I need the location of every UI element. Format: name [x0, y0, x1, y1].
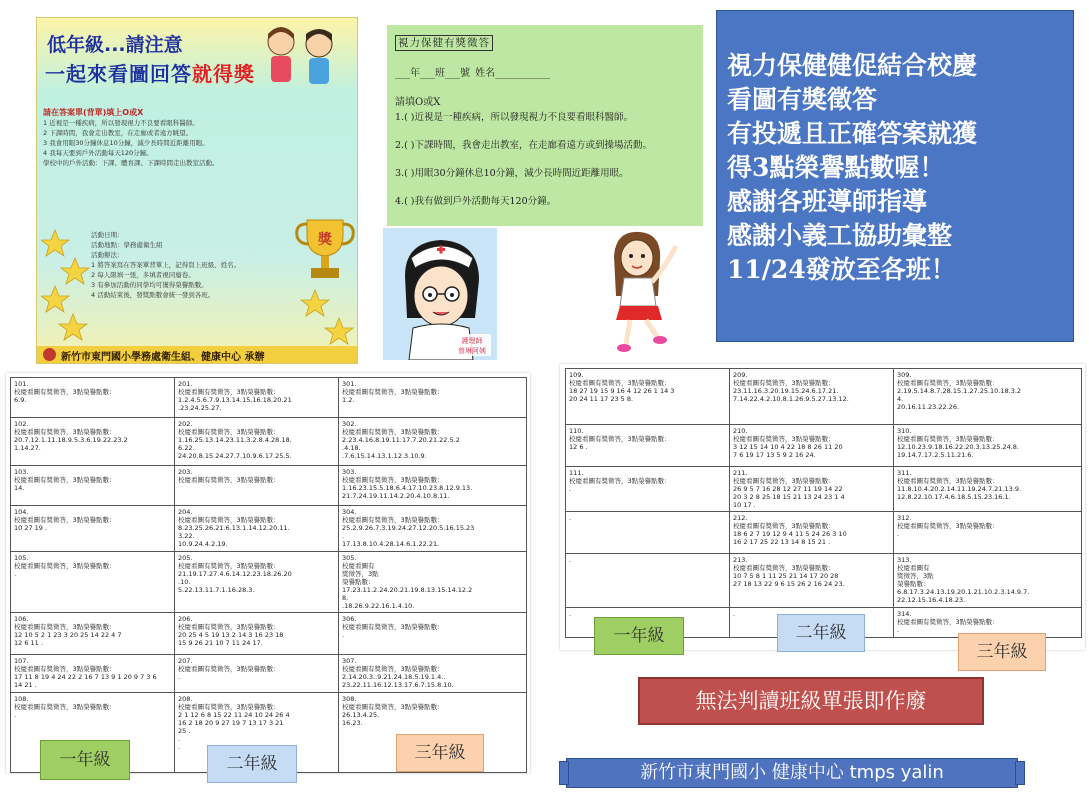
poster-activity-line: 4 活動結束後，發獎點數會統一發到各班。	[91, 291, 215, 299]
results-panel-left	[6, 373, 530, 773]
class-entry-line: 5.22.13.11.7.1.16.28.3.	[178, 586, 255, 594]
class-entry-line: 17.23.11.2.24.20.21.19.8.13.15.14.12.2	[342, 586, 473, 594]
class-entry-line: 1.16.25.13.14.23.11.3.2.8.4.28.18.	[178, 436, 292, 444]
class-cell	[175, 466, 339, 506]
class-cell	[175, 378, 339, 418]
sheet-question: 1.( )近視是一種疾病，所以發現視力不良要看眼科醫師。	[395, 112, 633, 123]
table-row	[566, 467, 1082, 512]
class-entry-line: 21.19.17.27.4.6.14.12.23.18.26.20	[178, 570, 292, 578]
class-entry-line: 20 24 11 17 23 5 8.	[569, 395, 634, 403]
class-entry-line: 校慶看圖有獎徵答，3點榮譽點數：	[569, 477, 671, 485]
class-entry-line: 22.12.15.16.4.18.23.	[897, 596, 966, 604]
class-entry-line: 7 6 19 17 13 5 9 2 16 24.	[733, 451, 816, 459]
class-entry-line: 1.14.27.	[14, 444, 41, 452]
class-entry-line: .	[897, 626, 900, 634]
class-cell	[339, 613, 527, 655]
class-number: 110.	[569, 427, 584, 435]
class-number: .	[569, 556, 572, 564]
class-entry-line: 校慶看圖有獎徵答，3點榮譽點數：	[342, 388, 444, 396]
class-entry-line: 8.	[342, 594, 349, 602]
class-entry-line: 校慶看圖有獎徵答，3點榮譽點數：	[178, 665, 280, 673]
class-entry-line: 20 3 2 8 25 18 15 21 13 24 23 1 4	[733, 493, 845, 501]
table-row	[11, 378, 527, 418]
class-entry-line: 18 27 19 15 9 16 4 12 26 1 14 3	[569, 387, 675, 395]
class-entry-line: 校慶看圖有獎徵答，3點榮譽點數：	[14, 562, 116, 570]
class-entry-line: 17.13.8.10.4.28.14.6.1.22.21.	[342, 540, 440, 548]
poster-rules-heading: 請在答案單(背單)填上O或X	[43, 108, 144, 117]
class-entry-line: .4.18.	[342, 444, 361, 452]
class-number: 209.	[733, 371, 748, 379]
class-entry-line: 11.8.10.4.20.2.14.11.19.24.7.21.13.9.	[897, 485, 1022, 493]
class-number: 208.	[178, 695, 193, 703]
class-cell	[339, 506, 527, 552]
class-entry-line: 校慶看圖有獎徵答，3點榮譽點數：	[897, 477, 999, 485]
class-number: 311.	[897, 469, 912, 477]
class-entry-line: 21.7.24.19.11.14.2.20.4.10.8.11.	[342, 492, 450, 500]
announcement-box	[716, 10, 1074, 342]
results-table-right	[565, 368, 1082, 638]
class-entry-line: .	[14, 711, 17, 719]
class-entry-line: .10.	[178, 578, 191, 586]
grade-tag-2-left: 二年級	[207, 745, 297, 783]
class-entry-line: 榮譽點數：	[342, 578, 375, 586]
class-entry-line: 14.	[14, 484, 25, 492]
announcement-line: 視力保健健促結合校慶	[727, 51, 978, 80]
poster-rule: 4 我每天要到戶外活動每天120分鐘。	[43, 149, 153, 157]
class-entry-line: 10 17 .	[733, 501, 756, 509]
poster-rule: 1 近視是一種疾病，所以發現視力不良要看眼科醫師。	[43, 119, 199, 127]
class-number: 305.	[342, 554, 357, 562]
class-entry-line: 3 12 15 14 10 4 22 18 8 26 11 20	[733, 443, 843, 451]
class-number: 201.	[178, 380, 193, 388]
announcement-line: 看圖有獎徵答	[727, 85, 878, 114]
class-cell	[175, 552, 339, 613]
invalid-notice: 無法判讀班級單張即作廢	[638, 677, 984, 725]
class-cell	[11, 655, 175, 693]
class-number: 202.	[178, 420, 193, 428]
table-row	[11, 613, 527, 655]
class-entry-line: 校慶看圖有獎徵答，3點榮譽點數：	[733, 477, 835, 485]
class-cell	[894, 425, 1082, 467]
class-entry-line: 校慶看圖有獎徵答，3點榮譽點數：	[897, 522, 999, 530]
announcement-line: 得3點榮譽點數喔！	[727, 153, 945, 182]
announcement-line: 11/24發放至各班！	[727, 255, 956, 284]
class-entry-line: 14 21 .	[14, 681, 37, 689]
class-cell	[175, 655, 339, 693]
class-cell	[730, 512, 894, 554]
class-entry-line: 校慶看圖有獎徵答，3點榮譽點數：	[897, 379, 999, 387]
star-icon	[299, 288, 355, 348]
class-number: 109.	[569, 371, 584, 379]
grade-tag-2-right: 二年級	[777, 614, 865, 652]
class-entry-line: 2 1 12 6 8 15 22 11 24 10 24 26 4	[178, 711, 290, 719]
class-cell	[730, 554, 894, 608]
class-entry-line: 校慶看圖有獎徵答，3點榮譽點數：	[342, 428, 444, 436]
class-entry-line: 1.2.	[342, 396, 355, 404]
class-entry-line: 15 9 26 21 10 7 11 24 17.	[178, 639, 263, 647]
class-cell	[175, 418, 339, 466]
class-entry-line: 校慶看圖有獎徵答，3點榮譽點數：	[569, 379, 671, 387]
class-cell	[894, 467, 1082, 512]
class-entry-line: 獎徵答，3點	[342, 570, 379, 578]
class-cell	[566, 512, 730, 554]
class-entry-line: 校慶看圖有獎徵答，3點榮譽點數：	[178, 476, 280, 484]
sheet-question: 2.( )下課時間，我會走出教室，在走廊看遠方或到操場活動。	[395, 140, 652, 151]
class-entry-line: 6.8.17.3.24.13.19.20.1.21.10.2.3.14.9.7.	[897, 588, 1030, 596]
class-number: .	[569, 514, 572, 522]
table-row	[566, 425, 1082, 467]
announcement-line: 感謝小義工協助彙整	[727, 221, 953, 250]
class-entry-line: 校慶看圖有獎徵答，3點榮譽點數：	[569, 435, 671, 443]
class-entry-line: 3.22.	[178, 532, 195, 540]
class-number: 101.	[14, 380, 29, 388]
class-number: 105.	[14, 554, 29, 562]
class-entry-line: 17 11 8 19 4 24 22 2 16 7 13 9 1 20 9 7 3 6	[14, 673, 157, 681]
trophy-icon	[293, 214, 357, 284]
class-entry-line: 榮譽點數：	[897, 580, 930, 588]
class-cell	[894, 512, 1082, 554]
footer-banner-text: 新竹市東門國小 健康中心 tmps yalin	[640, 762, 944, 783]
class-cell	[339, 418, 527, 466]
class-number: 204.	[178, 508, 193, 516]
class-entry-line: .23.24.25.27.	[178, 404, 222, 412]
class-entry-line: 20.16.11.23.22.26.	[897, 403, 960, 411]
class-entry-line: 6.9.	[14, 396, 27, 404]
girl-cartoon-icon	[596, 226, 696, 356]
class-cell	[339, 378, 527, 418]
poster-activity-line: 活動地點：學務處衛生組	[91, 241, 163, 249]
trophy-label: 獎	[318, 232, 332, 248]
class-number: 111.	[569, 469, 584, 477]
announcement-line: 有投遞且正確答案就獲	[727, 119, 978, 148]
poster-title-line2	[45, 58, 255, 87]
class-entry-line: 25.2.9.26.7.3.19.24.27.12.20.5.16.15.23	[342, 524, 475, 532]
class-number: 108.	[14, 695, 29, 703]
class-cell	[894, 554, 1082, 608]
class-entry-line: 24.20.8.15.24.27.7.10.9.6.17.25.5.	[178, 452, 292, 460]
table-row	[566, 512, 1082, 554]
class-entry-line: 19.14.7.17.2.5.11.21.6.	[897, 451, 974, 459]
class-entry-line: 6.22.	[178, 444, 195, 452]
class-number: 210.	[733, 427, 748, 435]
class-entry-line: .	[14, 570, 17, 578]
class-entry-line: 校慶看圖有獎徵答，3點榮譽點數：	[897, 618, 999, 626]
class-number: 213.	[733, 556, 748, 564]
results-panel-right	[560, 364, 1085, 650]
class-number: 308.	[342, 695, 357, 703]
class-number: 104.	[14, 508, 29, 516]
footer-banner	[566, 758, 1018, 788]
class-entry-line: 校慶看圖有獎徵答，3點榮譽點數：	[14, 516, 116, 524]
table-row	[566, 369, 1082, 425]
class-entry-line: .18.26.9.22.16.1.4.10.	[342, 602, 415, 610]
contest-poster	[36, 17, 358, 364]
nurse-cartoon-icon	[383, 228, 497, 360]
class-number: 302.	[342, 420, 357, 428]
class-cell	[894, 369, 1082, 425]
class-number: 303.	[342, 468, 357, 476]
class-number: 212.	[733, 514, 748, 522]
class-cell	[339, 466, 527, 506]
class-cell	[730, 369, 894, 425]
poster-rule: 2 下課時間，我會走出教室，在走廊或者遠方眺望。	[43, 129, 193, 137]
class-entry-line: 校慶看圖有獎徵答，3點榮譽點數：	[733, 564, 835, 572]
class-entry-line: 16.23.	[342, 719, 363, 727]
class-entry-line: 2.23.4.16.8.19.11.17.7.20.21.22.5.2	[342, 436, 460, 444]
table-row	[11, 466, 527, 506]
class-entry-line: 26 9 5 7 16 28 12 27 11 19 14 22	[733, 485, 843, 493]
class-entry-line: 校慶看圖有獎徵答，3點榮譽點數：	[178, 428, 280, 436]
class-entry-line: 校慶看圖有獎徵答，3點榮譽點數：	[14, 703, 116, 711]
kids-cartoon-icon	[253, 22, 349, 88]
class-entry-line: 校慶看圖有獎徵答，3點榮譽點數：	[342, 703, 444, 711]
class-entry-line: 校慶看圖有獎徵答，3點榮譽點數：	[342, 476, 444, 484]
poster-title-line2-b: 就得獎	[192, 62, 255, 86]
class-cell	[11, 378, 175, 418]
class-entry-line: 8.23.25.26.21.6.13.1.14.12.20.11.	[178, 524, 290, 532]
class-entry-line: 12 6 .	[569, 443, 588, 451]
class-entry-line: 1.2.4.5.6.7.9.13.14.15.16.18.20.21	[178, 396, 292, 404]
class-entry-line: 20.7.12.1.11.18.9.5.3.6.19.22.23.2	[14, 436, 128, 444]
class-cell	[339, 655, 527, 693]
class-entry-line: 26.13.4.25.	[342, 711, 380, 719]
poster-footer	[37, 346, 357, 363]
class-number: 313.	[897, 556, 912, 564]
class-entry-line: .	[569, 485, 572, 493]
class-cell	[11, 466, 175, 506]
class-entry-line: 16 2 17 25 22 13 14 8 15 21 .	[733, 538, 831, 546]
class-entry-line: 校慶看圖有	[897, 564, 930, 572]
class-number: 310.	[897, 427, 912, 435]
star-icon	[41, 228, 91, 348]
class-entry-line: 校慶看圖有獎徵答，3點榮譽點數：	[14, 623, 116, 631]
class-number: 314.	[897, 610, 912, 618]
class-entry-line: 10 7 5 8 1 11 25 21 14 17 20 28	[733, 572, 839, 580]
class-entry-line: 校慶看圖有獎徵答，3點榮譽點數：	[342, 623, 444, 631]
class-number: 106.	[14, 615, 29, 623]
class-entry-line: 23.22.11.16.12.13.17.6.7.15.8.10.	[342, 681, 454, 689]
poster-rule: 學校中的戶外活動：下課、體育課、下課時間走出教室活動。	[43, 159, 219, 167]
class-number: .	[569, 610, 572, 618]
class-number: 307.	[342, 657, 357, 665]
class-cell	[339, 552, 527, 613]
poster-activity-line: 1 將答案寫在答案單背單上，記得寫上班級、姓名。	[91, 261, 241, 269]
class-number: 309.	[897, 371, 912, 379]
class-entry-line: 4.	[897, 395, 904, 403]
poster-footer-text: 新竹市東門國小學務處衛生組、健康中心 承辦	[61, 352, 265, 363]
poster-activity-line: 活動日期：	[91, 231, 124, 239]
class-entry-line: .	[342, 631, 345, 639]
class-cell	[566, 369, 730, 425]
poster-activity	[91, 230, 301, 350]
class-entry-line: 校慶看圖有	[342, 562, 375, 570]
class-cell	[11, 506, 175, 552]
sheet-instruction: 請填O或X	[395, 97, 441, 108]
class-entry-line: 12 6 11 .	[14, 639, 43, 647]
class-entry-line: 10.9.24.4.2.19.	[178, 540, 228, 548]
class-cell	[566, 554, 730, 608]
class-cell	[11, 418, 175, 466]
school-seal-icon	[43, 348, 56, 361]
class-number: 203.	[178, 468, 193, 476]
class-entry-line: 校慶看圖有獎徵答，3點榮譽點數：	[14, 428, 116, 436]
class-entry-line: 校慶看圖有獎徵答，3點榮譽點數：	[733, 435, 835, 443]
class-number: 301.	[342, 380, 357, 388]
class-number: 206.	[178, 615, 193, 623]
class-entry-line: 2.14.20.3..9.21.24.18.5.19.1.4..	[342, 673, 446, 681]
grade-tag-1-left: 一年級	[40, 740, 130, 780]
results-table-left	[10, 377, 527, 773]
nurse-caption-line2: 曾琳阿姨	[458, 347, 486, 355]
nurse-caption-line1: 護理師	[461, 337, 483, 345]
class-entry-line: 12.8.22.10.17.4.6.18.5.15.23.16.1.	[897, 493, 1011, 501]
banner-right-cap	[1015, 761, 1025, 785]
class-cell	[730, 425, 894, 467]
class-entry-line: 校慶看圖有獎徵答，3點榮譽點數：	[178, 388, 280, 396]
sheet-title	[395, 35, 493, 50]
class-cell	[175, 506, 339, 552]
class-entry-line: 20 25 4 5 19 13 2 14 3 16 23 18	[178, 631, 284, 639]
class-entry-line: 12 10 5 2 1 23 3 20 25 14 22 4 7	[14, 631, 122, 639]
poster-activity-line: 活動辦法：	[91, 251, 124, 259]
table-row	[11, 418, 527, 466]
table-row	[566, 554, 1082, 608]
sheet-question: 4.( )我有做到戶外活動每天120分鐘。	[395, 196, 557, 207]
class-entry-line: .	[897, 530, 900, 538]
class-entry-line: 25 .	[178, 727, 191, 735]
grade-tag-3-right: 三年級	[958, 633, 1046, 671]
class-number: 312.	[897, 514, 912, 522]
class-number: 211.	[733, 469, 748, 477]
class-entry-line: 校慶看圖有獎徵答，3點榮譽點數：	[178, 703, 280, 711]
class-entry-line: 校慶看圖有獎徵答，3點榮譽點數：	[178, 562, 280, 570]
class-entry-line: 校慶看圖有獎徵答，3點榮譽點數：	[897, 435, 999, 443]
sheet-info-line: ___年___班___號 姓名___________	[395, 68, 551, 79]
class-entry-line: 12.10.23.9.18.16.22.20.3.13.25.24.8.	[897, 443, 1019, 451]
poster-title-line1: 低年級...請注意	[47, 34, 183, 56]
class-entry-line: 7.14.22.4.2.10.8.1.26.9.5.27.13.12.	[733, 395, 849, 403]
sheet-title-text: 視力保健有獎徵答	[395, 35, 493, 51]
class-entry-line: 獎徵答，3點	[897, 572, 934, 580]
class-entry-line: .	[178, 743, 181, 751]
answer-sheet	[387, 25, 703, 226]
class-cell	[11, 613, 175, 655]
class-number: 102.	[14, 420, 29, 428]
class-entry-line: 27 18 13 22 9 6 15 26 2 16 24 23.	[733, 580, 845, 588]
table-row	[11, 506, 527, 552]
class-entry-line: 10 27 19 .	[14, 524, 48, 532]
class-entry-line: 1.16.23.15.5.18.6.4.17.10.23.8.12.9.13.	[342, 484, 473, 492]
sheet-question: 3.( )用眼30分鐘休息10分鐘，減少長時間近距離用眼。	[395, 168, 629, 179]
class-entry-line: 校慶看圖有獎徵答，3點榮譽點數：	[178, 623, 280, 631]
banner-left-cap	[559, 761, 569, 785]
class-entry-line: 校慶看圖有獎徵答，3點榮譽點數：	[178, 516, 280, 524]
poster-rule: 3 我會用眼30分鐘休息10分鐘，減少長時間近距離用眼。	[43, 139, 209, 147]
poster-activity-line: 2 每人限填一張，多填者視同廢卷。	[91, 271, 195, 279]
class-cell	[566, 467, 730, 512]
class-number: 306.	[342, 615, 357, 623]
class-number: 304.	[342, 508, 357, 516]
class-number: 103.	[14, 468, 29, 476]
class-entry-line: 校慶看圖有獎徵答，3點榮譽點數：	[14, 388, 116, 396]
class-number: 107.	[14, 657, 29, 665]
poster-rules	[43, 108, 347, 168]
announcement-line: 感謝各班導師指導	[727, 187, 928, 216]
poster-title-line2-a: 一起來看圖回答	[45, 62, 192, 86]
class-entry-line: 校慶看圖有獎徵答，3點榮譽點數：	[733, 379, 835, 387]
class-cell	[730, 467, 894, 512]
class-number: 205.	[178, 554, 193, 562]
class-cell	[175, 613, 339, 655]
class-entry-line: 2.19.5.14.8.7.28.15.1.27.25.10.18.3.2	[897, 387, 1022, 395]
class-number: 207.	[178, 657, 193, 665]
class-number: .	[733, 610, 736, 618]
class-entry-line: .	[178, 673, 181, 681]
class-cell	[11, 552, 175, 613]
grade-tag-1-right: 一年級	[594, 617, 684, 655]
class-entry-line: .	[342, 532, 345, 540]
class-entry-line: .	[178, 735, 181, 743]
table-row	[11, 655, 527, 693]
poster-activity-line: 3 有參加活動的同學均可獲得榮譽點數。	[91, 281, 208, 289]
class-entry-line: 校慶看圖有獎徵答，3點榮譽點數：	[733, 522, 835, 530]
class-entry-line: 18 6 2 7 19 12 9 4 11 5 24 26 3 10	[733, 530, 847, 538]
class-entry-line: 校慶看圖有獎徵答，3點榮譽點數：	[14, 665, 116, 673]
class-entry-line: 校慶看圖有獎徵答，3點榮譽點數：	[14, 476, 116, 484]
class-cell	[566, 425, 730, 467]
class-entry-line: 校慶看圖有獎徵答，3點榮譽點數：	[342, 516, 444, 524]
class-entry-line: 校慶看圖有獎徵答，3點榮譽點數：	[342, 665, 444, 673]
table-row	[11, 552, 527, 613]
class-entry-line: 23.11.16.3.20.19.15.24.6.17.21.	[733, 387, 839, 395]
grade-tag-3-left: 三年級	[396, 734, 484, 772]
class-entry-line: 16 2 18 20 9 27 19 7 13 17 3 21	[178, 719, 284, 727]
class-entry-line: .7.6.15.14.13.1.12.3.10.9.	[342, 452, 427, 460]
